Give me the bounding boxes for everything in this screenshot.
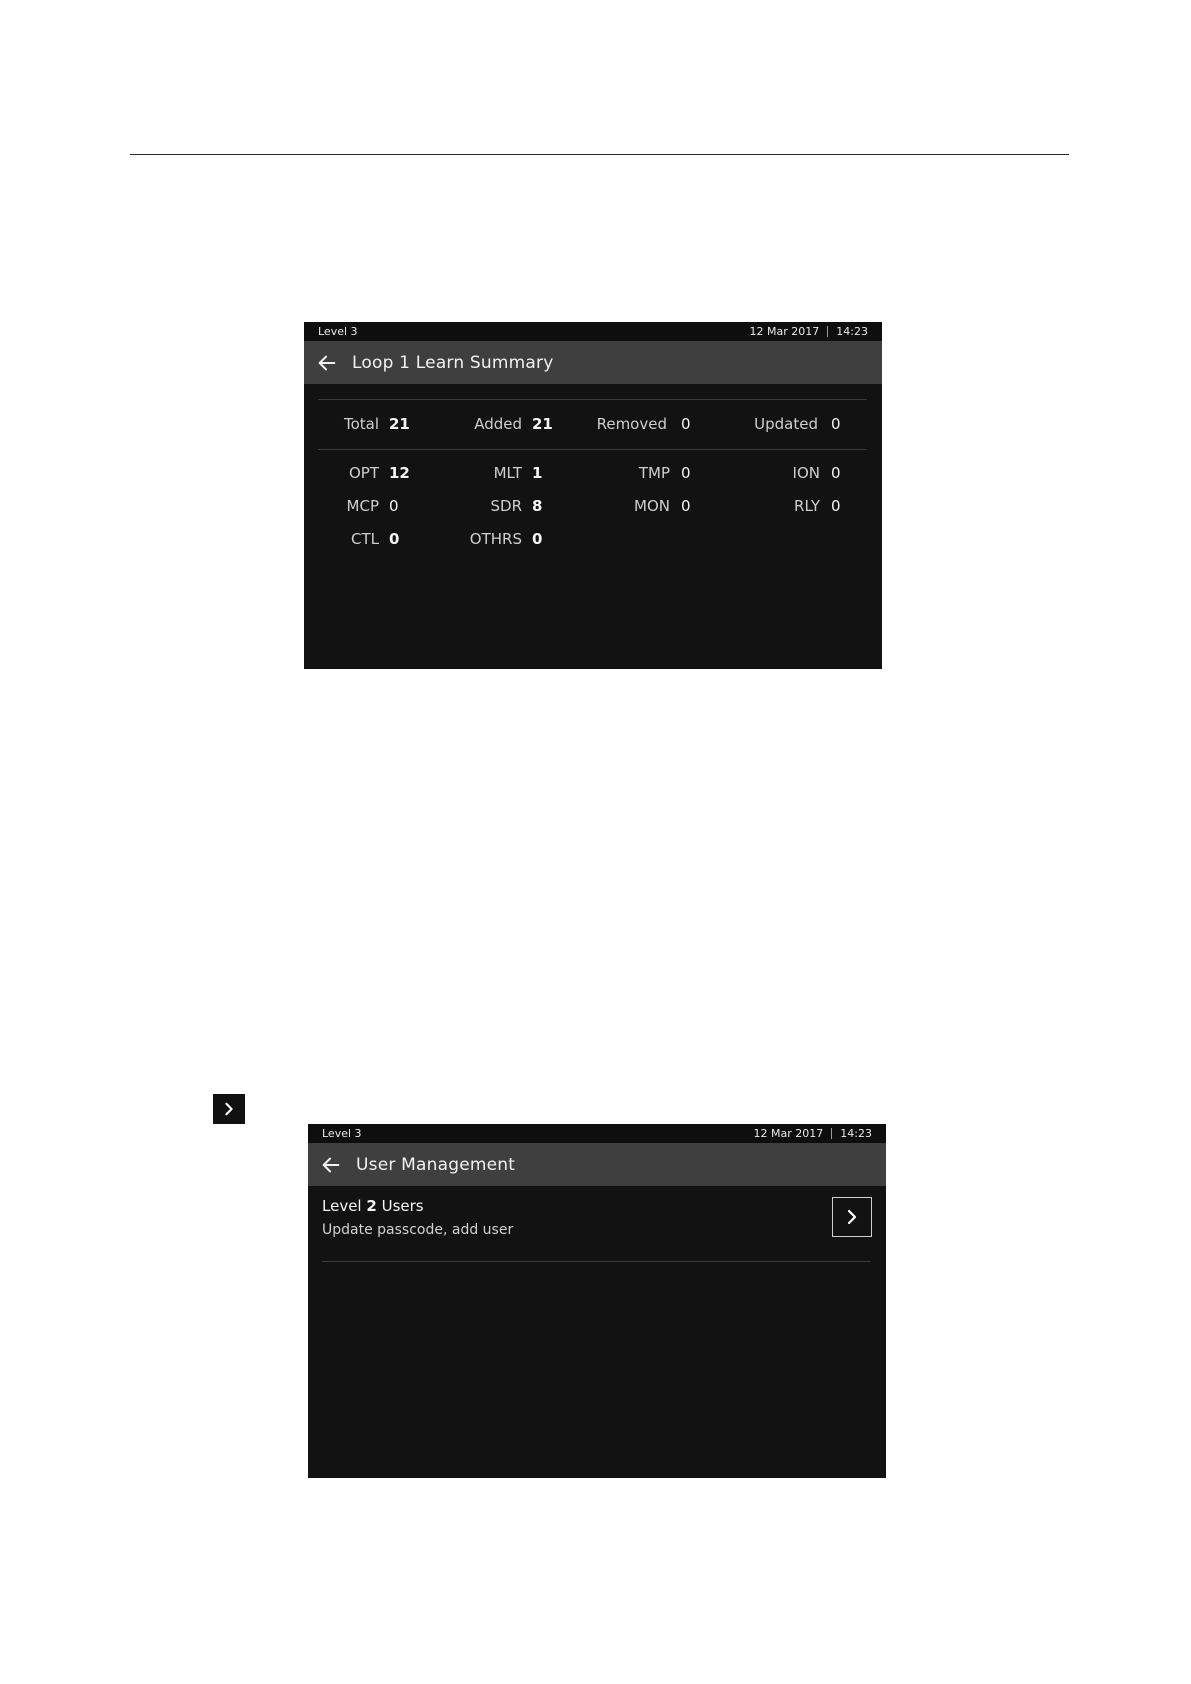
access-level: Level 3 [322, 1127, 362, 1140]
device-mcp-label: MCP [346, 497, 379, 515]
list-item-subtitle: Update passcode, add user [322, 1222, 514, 1238]
status-separator [827, 326, 828, 337]
user-management-screen [308, 1124, 886, 1478]
device-othrs-value: 0 [532, 530, 543, 548]
date-time [754, 1127, 872, 1140]
device-mcp-value: 0 [389, 497, 399, 515]
device-opt-label: OPT [348, 464, 379, 482]
summary-updated-label: Updated [754, 415, 818, 433]
summary-total-value: 21 [389, 415, 410, 433]
summary-removed-value: 0 [681, 415, 691, 433]
page-header-rule [130, 154, 1069, 155]
device-othrs-label: OTHRS [469, 530, 522, 548]
status-time: 14:23 [836, 325, 868, 338]
summary-total-label: Total [343, 415, 379, 433]
device-ctl-value: 0 [389, 530, 400, 548]
device-sdr-label: SDR [490, 497, 522, 515]
chevron-right-icon [222, 1102, 236, 1116]
chevron-right-icon [213, 1094, 245, 1124]
device-ion-value: 0 [831, 464, 841, 482]
status-bar [304, 322, 882, 341]
device-opt-value: 12 [389, 464, 410, 482]
divider [322, 1261, 871, 1262]
device-ctl-label: CTL [351, 530, 379, 548]
list-item-title-prefix: Level [322, 1197, 362, 1215]
summary-updated-value: 0 [831, 415, 841, 433]
status-date: 12 Mar 2017 [749, 325, 820, 338]
access-level: Level 3 [318, 325, 358, 338]
title-bar [308, 1143, 886, 1186]
summary-removed-label: Removed [596, 415, 667, 433]
summary-added-label: Added [474, 415, 522, 433]
device-rly-label: RLY [794, 497, 820, 515]
summary-added-value: 21 [532, 415, 553, 433]
open-button[interactable] [832, 1197, 872, 1237]
status-time: 14:23 [840, 1127, 872, 1140]
learn-summary-screen [304, 322, 882, 669]
arrow-left-icon[interactable] [316, 352, 338, 374]
status-bar [308, 1124, 886, 1143]
title-bar [304, 341, 882, 384]
status-separator [831, 1128, 832, 1139]
chevron-right-icon [844, 1209, 860, 1225]
device-tmp-label: TMP [638, 464, 670, 482]
arrow-left-icon[interactable] [320, 1154, 342, 1176]
list-item-level2-users[interactable] [322, 1197, 872, 1261]
device-mon-value: 0 [681, 497, 691, 515]
status-date: 12 Mar 2017 [753, 1127, 824, 1140]
page-title: Loop 1 Learn Summary [352, 352, 554, 373]
list-item-title-level: 2 [366, 1197, 377, 1215]
device-rly-value: 0 [831, 497, 841, 515]
device-mlt-value: 1 [532, 464, 543, 482]
device-mlt-label: MLT [493, 464, 522, 482]
device-tmp-value: 0 [681, 464, 691, 482]
device-mon-label: MON [634, 497, 670, 515]
device-ion-label: ION [792, 464, 820, 482]
page-title: User Management [356, 1154, 516, 1175]
list-item-title [322, 1197, 424, 1215]
list-item-title-suffix: Users [381, 1197, 424, 1215]
divider [318, 399, 867, 400]
date-time [750, 325, 868, 338]
device-sdr-value: 8 [532, 497, 543, 515]
divider [318, 449, 867, 450]
